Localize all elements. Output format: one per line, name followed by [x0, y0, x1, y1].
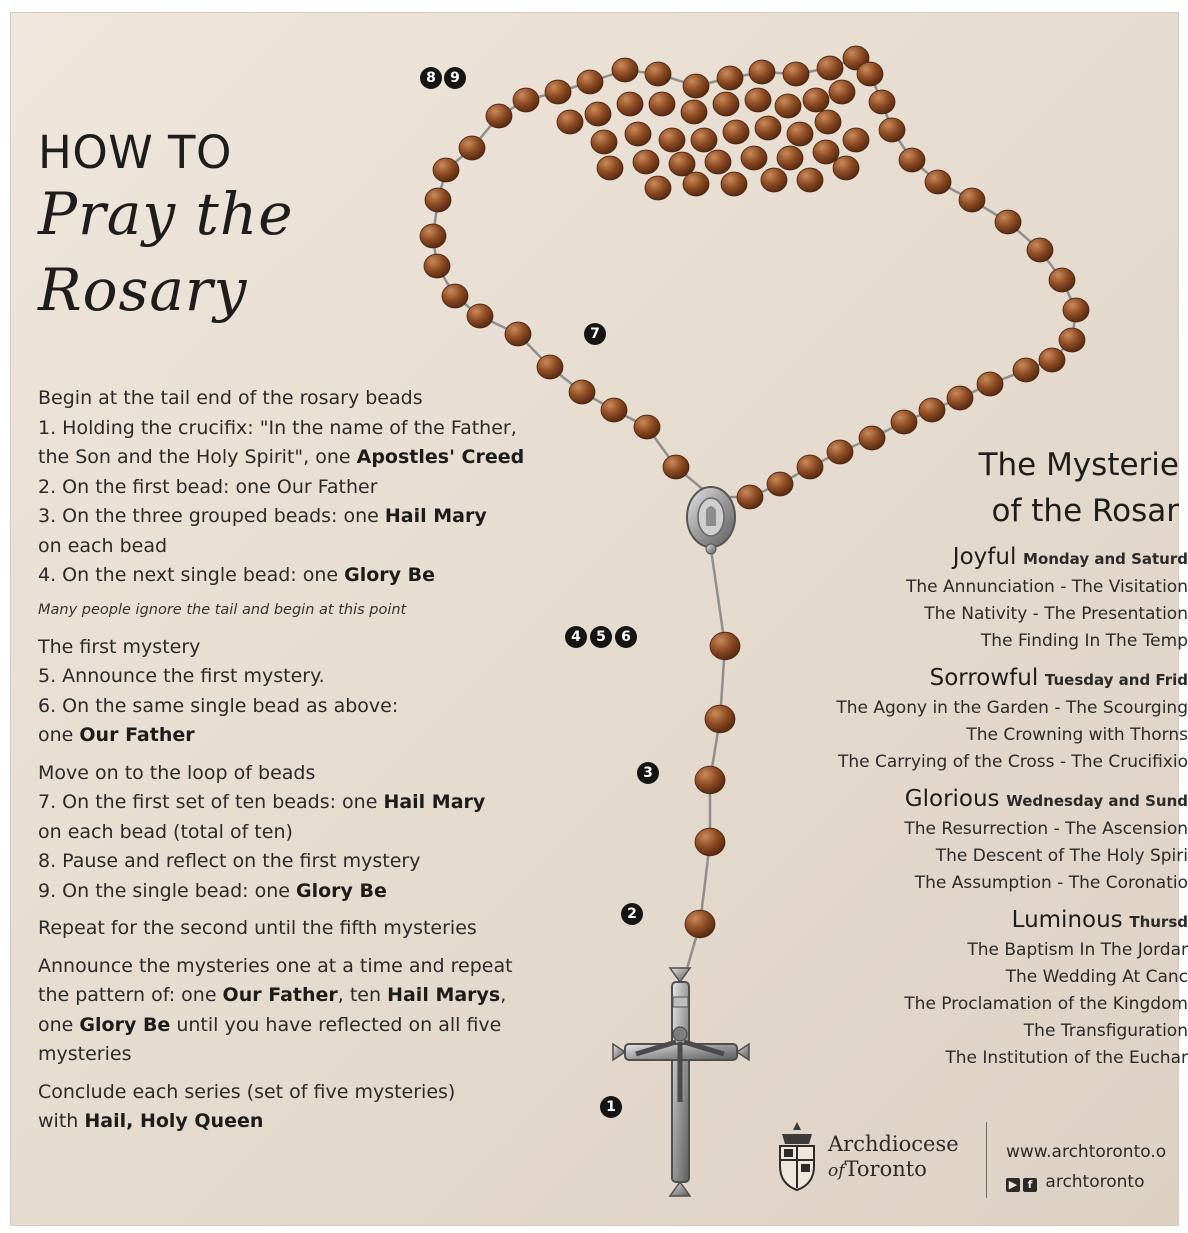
step-badge-4: 4	[565, 626, 587, 648]
facebook-icon[interactable]: f	[1023, 1178, 1037, 1192]
rosary-bead	[513, 88, 539, 112]
rosary-bead	[741, 146, 767, 170]
rosary-bead	[721, 172, 747, 196]
rosary-bead	[775, 94, 801, 118]
rosary-bead	[1013, 358, 1039, 382]
rosary-bead	[1059, 328, 1085, 352]
rosary-bead	[683, 74, 709, 98]
step-7-line-1: 7. On the first set of ten beads: one Hail Mary	[38, 791, 486, 813]
mystery-group-joyful	[710, 542, 1188, 655]
rosary-bead	[625, 122, 651, 146]
youtube-icon[interactable]: ▶	[1006, 1178, 1020, 1192]
rosary-bead	[843, 128, 869, 152]
rosary-bead	[829, 80, 855, 104]
our-father: Our Father	[79, 724, 195, 746]
hail-mary: Hail Mary	[383, 791, 486, 813]
rosary-bead	[433, 158, 459, 182]
group-name: Joyful	[952, 544, 1017, 570]
step-badge-9: 9	[444, 67, 466, 89]
mysteries-heading-1: The Mysterie	[978, 447, 1179, 483]
archdiocese-name: Archdiocese ofToronto	[828, 1132, 959, 1181]
rosary-bead	[645, 62, 671, 86]
rosary-bead	[959, 188, 985, 212]
rosary-bead	[577, 70, 603, 94]
mystery-line: The Transfiguration	[1023, 1021, 1188, 1041]
rosary-bead	[723, 120, 749, 144]
rosary-bead	[745, 88, 771, 112]
mystery-line: The Baptism In The Jordar	[967, 940, 1188, 960]
rosary-bead	[783, 62, 809, 86]
rosary-bead	[420, 224, 446, 248]
first-mystery-heading: The first mystery	[38, 635, 201, 658]
step-badge-7: 7	[584, 323, 606, 345]
rosary-bead	[815, 110, 841, 134]
step-9: 9. On the single bead: one Glory Be	[38, 879, 387, 902]
rosary-bead	[919, 398, 945, 422]
rosary-bead	[691, 128, 717, 152]
rosary-bead	[683, 172, 709, 196]
mystery-line: The Institution of the Euchar	[945, 1048, 1188, 1068]
step-badge-1: 1	[600, 1096, 622, 1118]
rosary-bead	[1027, 238, 1053, 262]
rosary-bead	[649, 92, 675, 116]
mysteries-heading-2: of the Rosar	[991, 493, 1179, 529]
mystery-group-luminous	[710, 905, 1188, 1072]
tail-note: Many people ignore the tail and begin at this point	[38, 601, 407, 618]
rosary-bead	[925, 170, 951, 194]
rosary-bead	[601, 398, 627, 422]
step-2: 2. On the first bead: one Our Father	[38, 475, 378, 498]
title-pray-the: Pray the	[38, 180, 294, 248]
repeat-instruction: Repeat for the second until the fifth mysteries	[38, 917, 477, 939]
step-5: 5. Announce the first mystery.	[38, 665, 325, 687]
website-link[interactable]: www.archtoronto.o	[1006, 1142, 1167, 1162]
rosary-bead	[813, 140, 839, 164]
rosary-bead	[634, 415, 660, 439]
rosary-bead	[899, 148, 925, 172]
rosary-bead	[669, 152, 695, 176]
glory-be: Glory Be	[344, 564, 436, 586]
mystery-group-sorrowful	[710, 663, 1188, 776]
mystery-line: The Assumption - The Coronatio	[914, 873, 1188, 893]
rosary-bead	[761, 168, 787, 192]
rosary-bead	[537, 355, 563, 379]
rosary-bead	[977, 372, 1003, 396]
rosary-bead	[749, 60, 775, 84]
mystery-line: The Carrying of the Cross - The Crucifixio	[838, 752, 1188, 772]
step-badge-6: 6	[615, 626, 637, 648]
rosary-bead	[1049, 268, 1075, 292]
rosary-bead	[459, 136, 485, 160]
rosary-bead	[597, 156, 623, 180]
rosary-bead	[467, 304, 493, 328]
hail-mary: Hail Mary	[384, 505, 487, 527]
group-days: Wednesday and Sund	[1006, 792, 1188, 810]
rosary-bead	[995, 210, 1021, 234]
rosary-bead	[705, 150, 731, 174]
rosary-bead	[891, 410, 917, 434]
rosary-bead	[545, 80, 571, 104]
rosary-bead	[713, 92, 739, 116]
rosary-bead	[857, 62, 883, 86]
rosary-bead	[659, 128, 685, 152]
step-intro: Begin at the tail end of the rosary beads	[38, 387, 423, 409]
mystery-line: The Agony in the Garden - The Scourging	[836, 698, 1188, 718]
apostles-creed: Apostles' Creed	[356, 446, 525, 468]
step-badge-8: 8	[420, 67, 442, 89]
mystery-line: The Resurrection - The Ascension	[904, 819, 1188, 839]
mystery-line: The Nativity - The Presentation	[924, 604, 1188, 624]
title-rosary: Rosary	[38, 256, 248, 324]
group-name: Glorious	[904, 786, 1000, 812]
rosary-bead	[633, 150, 659, 174]
rosary-bead	[505, 322, 531, 346]
title-how-to: HOW TO	[38, 126, 232, 179]
social-handle[interactable]: ▶ f archtoronto	[1006, 1172, 1144, 1192]
step-badge-3: 3	[637, 762, 659, 784]
rosary-bead	[879, 118, 905, 142]
mystery-line: The Descent of The Holy Spiri	[935, 846, 1188, 866]
rosary-infographic	[10, 12, 1188, 1226]
step-7-line-2: on each bead (total of ten)	[38, 820, 293, 843]
mystery-line: The Finding In The Temp	[980, 631, 1188, 651]
rosary-bead	[591, 130, 617, 154]
step-badge-2: 2	[621, 903, 643, 925]
prayer-steps	[38, 384, 583, 1145]
announce-instruction: Announce the mysteries one at a time and repeat the pattern of: one Our Father, ten Hail Marys, one Glory Be until you have reflected on all five mysteries	[38, 954, 513, 1065]
rosary-bead	[663, 455, 689, 479]
rosary-bead	[797, 168, 823, 192]
hail-holy-queen: Hail, Holy Queen	[84, 1110, 264, 1132]
rosary-bead	[557, 110, 583, 134]
mystery-line: The Annunciation - The Visitation	[906, 577, 1188, 597]
mystery-line: The Wedding At Canc	[1005, 967, 1188, 987]
rosary-bead	[1063, 298, 1089, 322]
step-6-line-1: 6. On the same single bead as above:	[38, 694, 399, 717]
mystery-line: The Crowning with Thorns	[966, 725, 1188, 745]
rosary-bead	[947, 386, 973, 410]
mystery-group-glorious	[710, 784, 1188, 897]
step-3-line-2: on each bead	[38, 534, 168, 557]
step-4: 4. On the next single bead: one Glory Be	[38, 564, 436, 586]
mystery-line: The Proclamation of the Kingdom	[904, 994, 1188, 1014]
rosary-bead	[645, 176, 671, 200]
rosary-bead	[442, 284, 468, 308]
step-8: 8. Pause and reflect on the first mystery	[38, 850, 421, 872]
rosary-bead	[755, 116, 781, 140]
conclude-instruction: Conclude each series (set of five mysteries) with Hail, Holy Queen	[38, 1080, 456, 1132]
group-days: Monday and Saturd	[1023, 550, 1188, 568]
rosary-bead	[424, 254, 450, 278]
tail-section	[38, 384, 583, 591]
rosary-bead	[817, 56, 843, 80]
mysteries-panel	[710, 442, 1188, 1072]
rosary-bead	[486, 104, 512, 128]
loop-heading: Move on to the loop of beads	[38, 761, 316, 784]
glory-be: Glory Be	[296, 879, 387, 902]
group-name: Luminous	[1011, 907, 1123, 933]
group-days: Tuesday and Frid	[1044, 671, 1188, 689]
rosary-bead	[425, 188, 451, 212]
rosary-bead	[803, 88, 829, 112]
first-mystery-section	[38, 633, 583, 751]
step-1-line-1: 1. Holding the crucifix: "In the name of the Father,	[38, 416, 517, 439]
rosary-bead	[833, 156, 859, 180]
group-days: Thursd	[1129, 913, 1188, 931]
rosary-bead	[717, 66, 743, 90]
rosary-bead	[612, 58, 638, 82]
rosary-bead	[777, 146, 803, 170]
rosary-bead	[787, 122, 813, 146]
footer-divider	[986, 1122, 987, 1198]
step-3-line-1: 3. On the three grouped beads: one Hail Mary	[38, 505, 487, 527]
rosary-bead	[1039, 348, 1065, 372]
step-badge-5: 5	[590, 626, 612, 648]
rosary-bead	[617, 92, 643, 116]
step-6-line-2: one Our Father	[38, 724, 195, 746]
step-1-line-2: the Son and the Holy Spirit", one Apostles' Creed	[38, 446, 525, 468]
archdiocese-seal-icon	[772, 1120, 822, 1192]
rosary-bead	[681, 100, 707, 124]
rosary-bead	[869, 90, 895, 114]
loop-section	[38, 759, 583, 907]
rosary-bead	[585, 102, 611, 126]
group-name: Sorrowful	[929, 665, 1039, 691]
